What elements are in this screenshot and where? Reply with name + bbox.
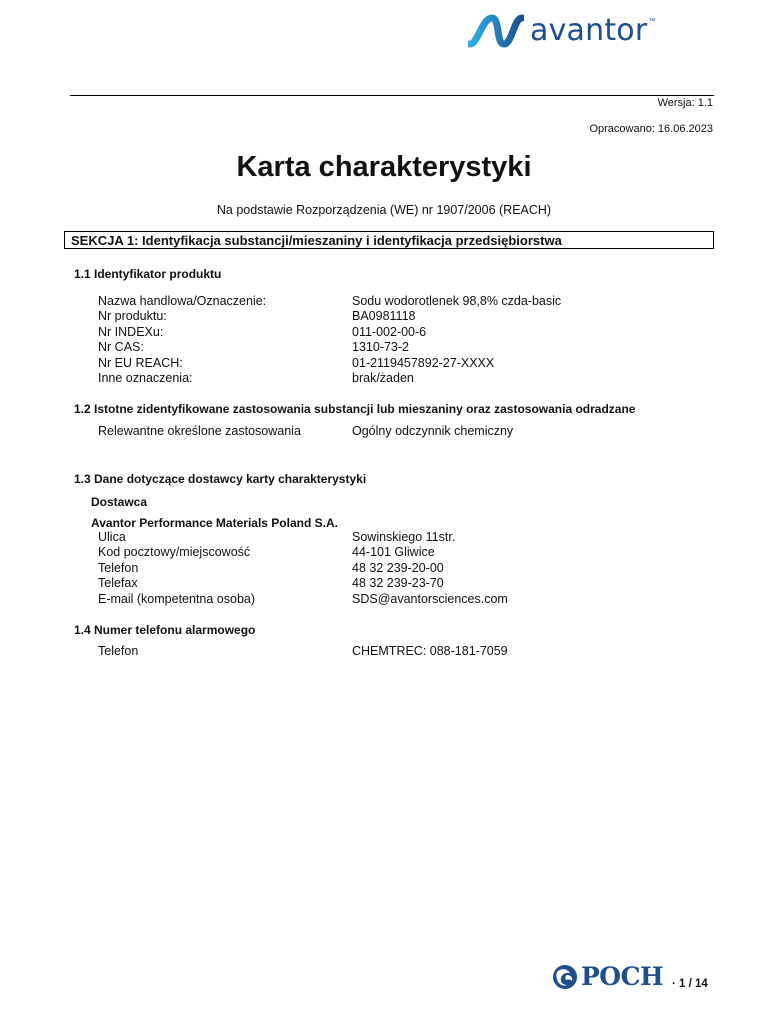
row-value: 01-2119457892-27-XXXX <box>352 355 495 370</box>
supplier-company-name: Avantor Performance Materials Poland S.A. <box>91 516 338 530</box>
supplier-row-phone <box>98 561 658 576</box>
row-label: Inne oznaczenia: <box>98 371 193 385</box>
poch-logo <box>552 962 663 991</box>
product-row-eu-reach <box>98 356 658 371</box>
row-label: Telefax <box>98 576 138 591</box>
page-number: · 1 / 14 <box>672 978 708 990</box>
section-1-header <box>64 231 714 249</box>
row-value: 011-002-00-6 <box>352 324 427 339</box>
product-row-cas-number <box>98 340 658 355</box>
document-title: Karta charakterystyki <box>236 151 532 183</box>
subsection-1-4-heading: 1.4 Numer telefonu alarmowego <box>74 623 256 637</box>
row-label: Ulica <box>98 530 126 544</box>
row-label: Telefon <box>98 644 139 658</box>
row-value: BA0981118 <box>352 309 416 324</box>
trademark-symbol: ™ <box>648 17 656 25</box>
subsection-1-3-heading: 1.3 Dane dotyczące dostawcy karty charakterystyki <box>74 472 367 486</box>
row-label: Nr EU REACH: <box>98 355 183 370</box>
row-label: Telefon <box>98 560 139 575</box>
supplier-row-fax <box>98 576 658 591</box>
row-value: Sodu wodorotlenek 98,8% czda-basic <box>352 294 562 308</box>
row-label: Nr INDEXu: <box>98 324 164 339</box>
product-row-index-number <box>98 325 658 340</box>
document-subtitle: Na podstawie Rozporządzenia (WE) nr 1907/2006 (REACH) <box>216 203 552 217</box>
product-row-trade-name <box>98 294 658 309</box>
row-value: SDS@avantorsciences.com <box>352 591 508 606</box>
poch-mark-icon <box>552 963 578 991</box>
supplier-row-postal-code <box>98 545 658 560</box>
avantor-wordmark: avantor <box>530 13 648 48</box>
product-row-product-number <box>98 309 658 324</box>
avantor-mark-icon <box>468 14 524 48</box>
row-value: 48 32 239-20-00 <box>352 560 444 575</box>
uses-row <box>98 424 658 439</box>
subsection-1-1-heading: 1.1 Identyfikator produktu <box>74 267 222 281</box>
page-number-value: 1 / 14 <box>679 978 708 990</box>
row-label: Nr produktu: <box>98 309 167 324</box>
document-version: Wersja: 1.1 <box>657 97 713 109</box>
row-label: Kod pocztowy/miejscowość <box>98 545 251 560</box>
supplier-row-email <box>98 592 658 607</box>
row-value: 1310-73-2 <box>352 340 409 355</box>
row-value: Sowinskiego 11str. <box>352 530 456 544</box>
row-value: CHEMTREC: 088-181-7059 <box>352 644 508 658</box>
row-value: 48 32 239-23-70 <box>352 576 444 591</box>
row-label: Nr CAS: <box>98 340 144 355</box>
subsection-1-2-heading: 1.2 Istotne zidentyfikowane zastosowania substancji lub mieszaniny oraz zastosowania odradzane <box>74 402 636 416</box>
row-value: Ogólny odczynnik chemiczny <box>352 424 514 438</box>
emergency-phone-row <box>98 644 658 659</box>
row-label: Nazwa handlowa/Oznaczenie: <box>98 294 267 308</box>
avantor-logo <box>468 13 655 49</box>
document-date: Opracowano: 16.06.2023 <box>589 123 713 135</box>
row-value: 44-101 Gliwice <box>352 545 435 560</box>
header-rule <box>70 95 714 96</box>
row-label: Relewantne określone zastosowania <box>98 424 301 438</box>
supplier-label: Dostawca <box>91 495 148 509</box>
section-1-title: SEKCJA 1: Identyfikacja substancji/mieszaniny i identyfikacja przedsiębiorstwa <box>71 233 562 248</box>
row-value: brak/żaden <box>352 371 414 385</box>
supplier-row-street <box>98 530 658 545</box>
row-label: E-mail (kompetentna osoba) <box>98 591 256 606</box>
product-row-other-designations <box>98 371 658 386</box>
poch-wordmark: POCH <box>581 962 664 991</box>
